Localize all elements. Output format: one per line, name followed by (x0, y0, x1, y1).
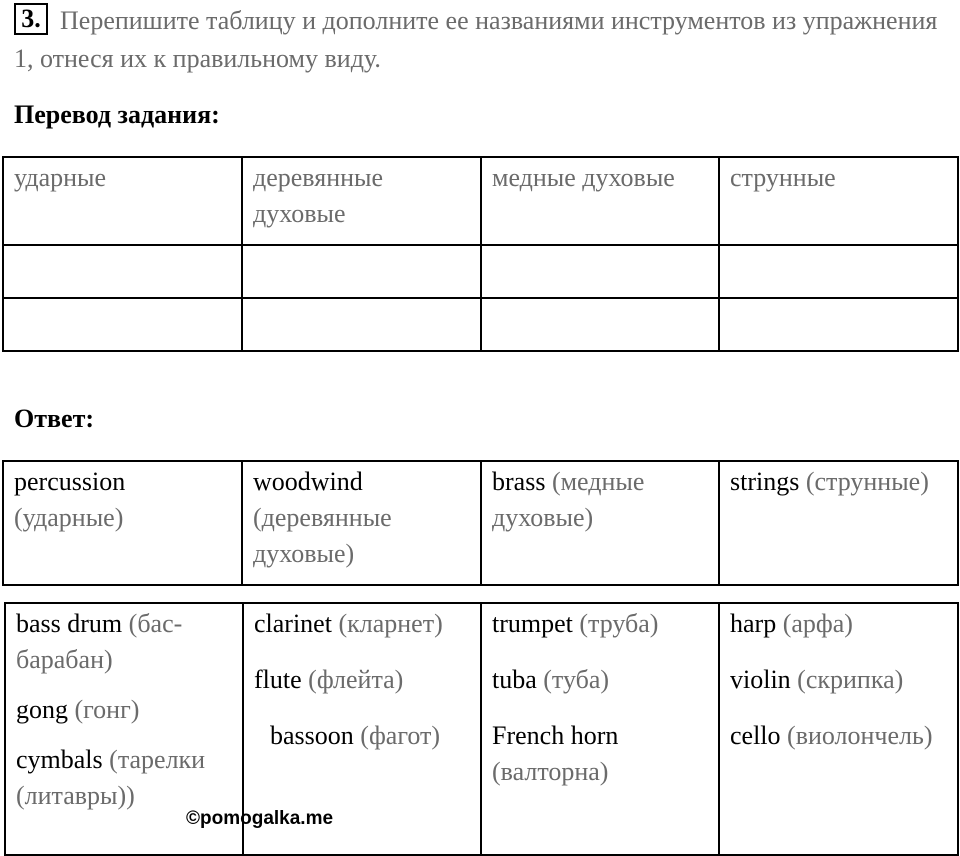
empty-cell (242, 245, 481, 298)
answer-header-ru: (деревянные духовые) (253, 503, 392, 568)
task-instruction (14, 2, 954, 78)
watermark: ©pomogalka.me (186, 808, 334, 829)
empty-cell (481, 298, 719, 351)
answer-header-cell (242, 461, 481, 585)
translation-header-woodwind: деревянные духовые (242, 157, 481, 245)
answer-header-cell (719, 461, 958, 585)
answer-header-en: percussion (14, 467, 126, 496)
task-number: 3. (14, 3, 48, 35)
answer-column-brass (481, 603, 719, 855)
list-item: cymbals (тарелки (литавры)) (16, 745, 206, 810)
answer-header-ru: (струнные) (805, 467, 929, 496)
answer-header-ru: (ударные) (14, 503, 124, 532)
list-item: flute (флейта) (254, 665, 404, 694)
answer-column-strings (719, 603, 958, 855)
answer-header-en: woodwind (253, 467, 363, 496)
empty-cell (481, 245, 719, 298)
translation-header-strings: струнные (719, 157, 958, 245)
answer-header-cell (481, 461, 719, 585)
task-text: Перепишите таблицу и дополните ее названиями инструментов из упражнения 1, отнеся их к правильному виду. (14, 6, 938, 73)
translation-table (2, 156, 959, 352)
list-item: cello (виолончель) (730, 721, 933, 750)
translation-heading: Перевод задания: (14, 100, 220, 129)
empty-cell (3, 298, 242, 351)
list-item: gong (гонг) (16, 695, 140, 724)
answer-header-table (2, 460, 959, 586)
answer-header-en: strings (730, 467, 800, 496)
list-item: trumpet (труба) (492, 609, 659, 638)
answer-header-ru: (медные духовые) (492, 467, 645, 532)
list-item: bass drum (бас-барабан) (16, 609, 183, 674)
answer-header-cell (3, 461, 242, 585)
answer-header-en: brass (492, 467, 546, 496)
translation-header-brass: медные духовые (481, 157, 719, 245)
list-item: French horn (валторна) (492, 721, 619, 786)
table-row (3, 298, 958, 351)
list-item: violin (скрипка) (730, 665, 904, 694)
table-row (5, 603, 958, 855)
answer-items-table (4, 602, 959, 856)
list-item: tuba (туба) (492, 665, 610, 694)
table-row (3, 245, 958, 298)
empty-cell (242, 298, 481, 351)
list-item: clarinet (кларнет) (254, 609, 443, 638)
translation-header-percussion: ударные (3, 157, 242, 245)
empty-cell (719, 298, 958, 351)
list-item: bassoon (фагот) (270, 721, 441, 750)
answer-heading: Ответ: (14, 404, 95, 433)
empty-cell (3, 245, 242, 298)
table-row (3, 157, 958, 245)
list-item: harp (арфа) (730, 609, 853, 638)
empty-cell (719, 245, 958, 298)
table-row (3, 461, 958, 585)
